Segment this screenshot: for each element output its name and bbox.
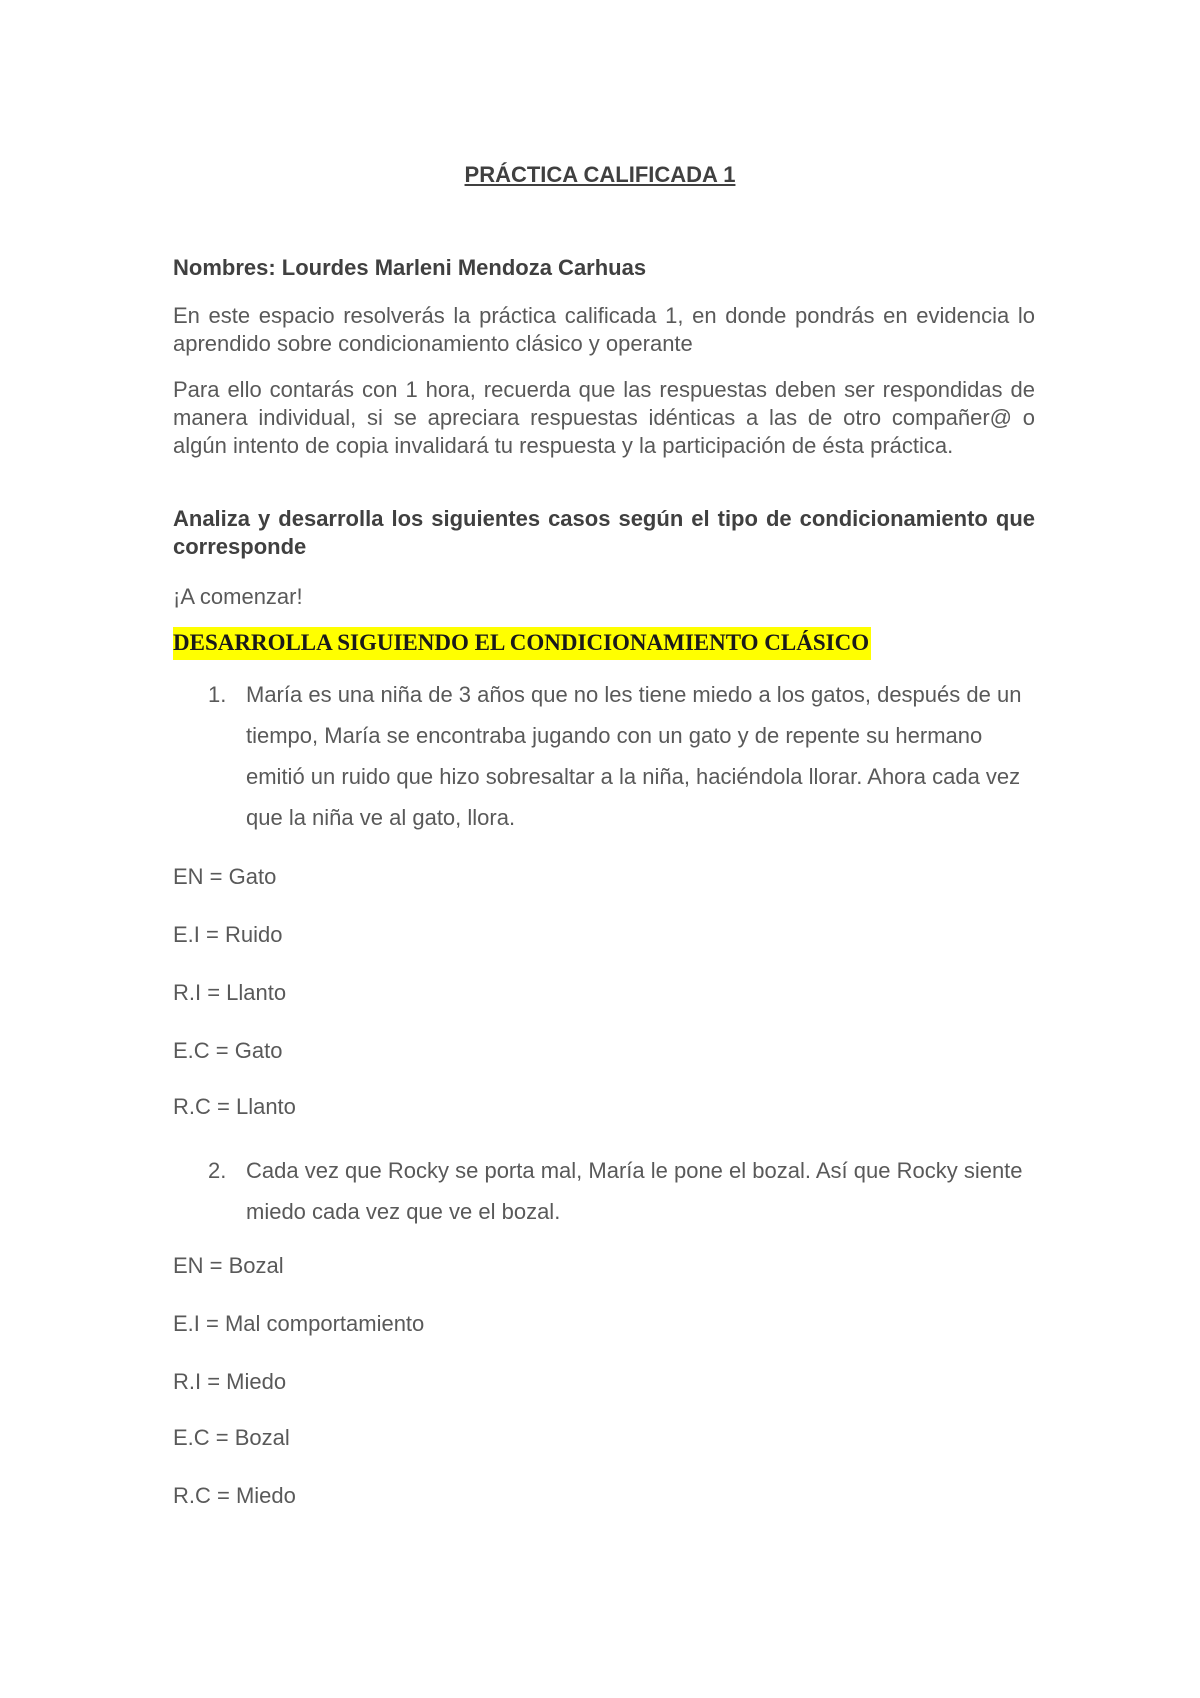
answer-line: E.C = Bozal (173, 1425, 290, 1450)
case-text: Cada vez que Rocky se porta mal, María le pone el bozal. Así que Rocky siente miedo cada vez que ve el bozal. (246, 1158, 1023, 1224)
instruction-text: Analiza y desarrolla los siguientes casos según el tipo de condicionamiento que corresponde (173, 506, 1035, 559)
answer-line: EN = Bozal (173, 1253, 284, 1278)
answer-line: R.C = Miedo (173, 1483, 296, 1508)
document-title: PRÁCTICA CALIFICADA 1 (464, 162, 736, 187)
answer-line: E.I = Ruido (173, 922, 283, 947)
answer-line: R.C = Llanto (173, 1094, 296, 1119)
answer-line: E.C = Gato (173, 1038, 283, 1063)
case-item (208, 674, 1036, 838)
answer-line: E.I = Mal comportamiento (173, 1311, 425, 1336)
rules-paragraph: Para ello contarás con 1 hora, recuerda que las respuestas deben ser respondidas de manera individual, si se apreciara respuestas idénticas a las de otro compañer@ o algún intento de copia invalidará tu respuesta y la participación de ésta práctica. (173, 377, 1035, 458)
case-number: 1. (208, 682, 227, 707)
answer-line: R.I = Llanto (173, 980, 287, 1005)
student-names: Nombres: Lourdes Marleni Mendoza Carhuas (173, 255, 647, 280)
case-item (208, 1150, 1036, 1232)
case-number: 2. (208, 1158, 227, 1183)
case-text: María es una niña de 3 años que no les tiene miedo a los gatos, después de un tiempo, María se encontraba jugando con un gato y de repente su hermano emitió un ruido que hizo sobresaltar a la niña, haciéndola llorar. Ahora cada vez que la niña ve al gato, llora. (246, 682, 1022, 830)
answer-line: R.I = Miedo (173, 1369, 287, 1394)
start-text: ¡A comenzar! (173, 584, 303, 609)
section-heading-highlighted: DESARROLLA SIGUIENDO EL CONDICIONAMIENTO CLÁSICO (173, 627, 871, 660)
answer-line: EN = Gato (173, 864, 277, 889)
intro-paragraph: En este espacio resolverás la práctica calificada 1, en donde pondrás en evidencia lo aprendido sobre condicionamiento clásico y operante (173, 303, 1035, 356)
